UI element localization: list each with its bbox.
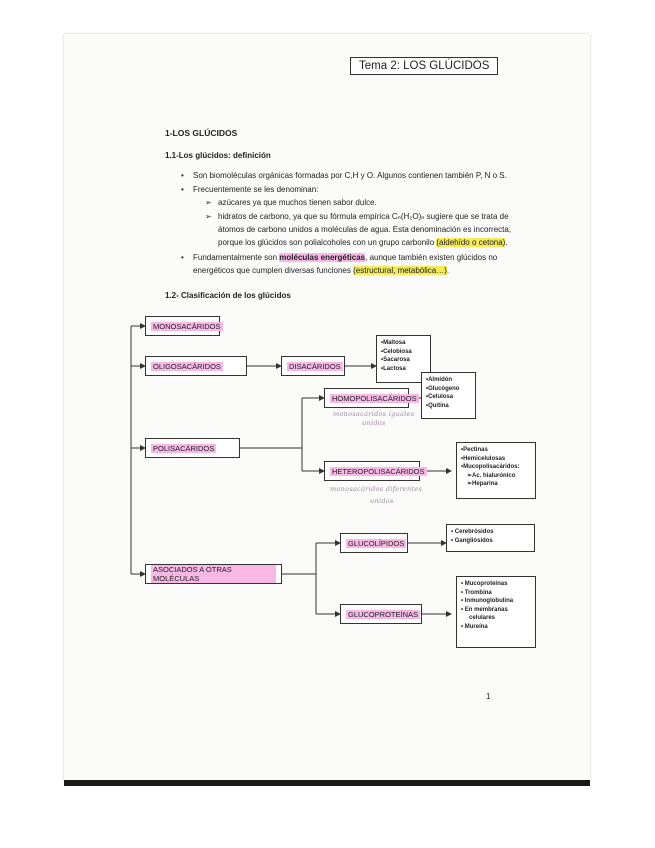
handwritten-note-homo-1: monosacáridos iguales bbox=[333, 410, 415, 418]
sub-bullet-2-line-1: ➢ hidratos de carbono, ya que su fórmula empírica Cₙ(H₂O)ₙ sugiere que se trata de bbox=[218, 211, 509, 222]
label-oligosacaridos: OLIGOSACÁRIDOS bbox=[153, 361, 221, 371]
box-disacaridos bbox=[281, 356, 345, 376]
list-item: •Glucógeno bbox=[426, 385, 460, 392]
list-item: •Quitina bbox=[426, 402, 449, 409]
box-glucolipidos bbox=[340, 533, 408, 553]
label-polisacaridos: POLISACÁRIDOS bbox=[153, 443, 215, 453]
box-polisacaridos bbox=[145, 438, 240, 458]
label-homopolisacaridos: HOMOPOLISACÁRIDOS bbox=[332, 393, 417, 403]
label-glucoproteinas: GLUCOPROTEÍNAS bbox=[348, 609, 419, 619]
bullet-3-line-2-text: energéticos que cumplen diversas funciones bbox=[193, 266, 351, 275]
list-homopolisacaridos bbox=[421, 372, 476, 419]
list-item: •Mucopolisacáridos: bbox=[461, 464, 520, 471]
list-item: • Inmunoglobulina bbox=[461, 598, 514, 605]
bullet-3-pre: Fundamentalmente son bbox=[193, 253, 278, 262]
sub-bullet-2-end: . bbox=[505, 238, 508, 247]
list-item: •Celulosa bbox=[426, 394, 454, 401]
box-homopolisacaridos bbox=[324, 388, 417, 408]
list-item: •Lactosa bbox=[381, 365, 406, 372]
box-asociados bbox=[145, 564, 282, 584]
list-item: • Mucoproteínas bbox=[461, 581, 508, 587]
section-heading-1-2: 1.2- Clasificación de los glúcidos bbox=[165, 291, 291, 300]
sub-bullet-1: ➢ azúcares ya que muchos tienen sabor dulce. bbox=[218, 197, 377, 208]
list-item: •Sacarosa bbox=[381, 357, 410, 364]
list-item: ➢Heparina bbox=[467, 481, 498, 488]
bullet-1: • Son biomoléculas orgánicas formadas por C,H y O. Algunos contienen también P, N o S. bbox=[193, 170, 507, 181]
list-item: celulares bbox=[469, 615, 496, 622]
list-item: •Almidón bbox=[426, 377, 453, 383]
sub-bullet-2-text: porque los glúcidos son polialcoholes con un grupo carbonilo bbox=[218, 238, 435, 247]
label-glucolipidos: GLUCOLÍPIDOS bbox=[348, 538, 405, 548]
list-glucoproteinas bbox=[456, 576, 536, 648]
box-monosacaridos bbox=[145, 316, 220, 336]
handwritten-note-hetero-2: unidos bbox=[370, 497, 394, 505]
label-asociados: ASOCIADOS A OTRAS MOLÉCULAS bbox=[151, 565, 276, 583]
list-item: • Trombina bbox=[461, 589, 492, 596]
list-item: •Celobiosa bbox=[381, 348, 412, 355]
highlight-energeticas: moléculas energéticas bbox=[279, 253, 366, 262]
list-item: •Pectinas bbox=[461, 447, 488, 453]
box-glucoproteinas bbox=[340, 604, 422, 624]
list-item: • Cerebrósidos bbox=[451, 529, 494, 535]
page-number: 1 bbox=[486, 692, 491, 701]
section-heading-1-1: 1.1-Los glúcidos: definición bbox=[165, 151, 271, 160]
highlight-aldehido: (aldehído o cetona) bbox=[436, 238, 506, 247]
highlight-estructural: (estructural, metabólica…) bbox=[353, 266, 447, 275]
list-item: •Hemicelulosas bbox=[461, 455, 506, 462]
sub-bullet-2-line-2: átomos de carbono unidos a moléculas de agua. Esta denominación es incorrecta, bbox=[218, 225, 512, 234]
list-item: ➢Ac. hialurónico bbox=[467, 472, 516, 479]
bullet-2: • Frecuentemente se les denominan: bbox=[193, 184, 318, 195]
list-item: • En membranas bbox=[461, 606, 508, 613]
list-heteropolisacaridos bbox=[456, 442, 536, 499]
bullet-3-post: , aunque también existen glúcidos no bbox=[365, 253, 498, 262]
handwritten-note-hetero-1: monosacáridos diferentes bbox=[330, 485, 423, 493]
section-heading-1: 1-LOS GLÚCIDOS bbox=[165, 128, 238, 138]
label-heteropolisacaridos: HETEROPOLISACÁRIDOS bbox=[332, 466, 425, 476]
label-disacaridos: DISACÁRIDOS bbox=[289, 361, 341, 371]
bullet-3-end: . bbox=[446, 266, 450, 275]
page-title: Tema 2: LOS GLÚCIDOS bbox=[350, 57, 498, 75]
box-heteropolisacaridos bbox=[324, 461, 425, 481]
list-item: • Gangliósidos bbox=[451, 537, 493, 544]
box-oligosacaridos bbox=[145, 356, 247, 376]
label-monosacaridos: MONOSACÁRIDOS bbox=[153, 321, 221, 331]
handwritten-note-homo-2: unidos bbox=[362, 419, 386, 427]
list-item: • Mureína bbox=[461, 623, 488, 630]
list-item: •Maltosa bbox=[381, 340, 406, 346]
list-glucolipidos bbox=[446, 524, 535, 552]
